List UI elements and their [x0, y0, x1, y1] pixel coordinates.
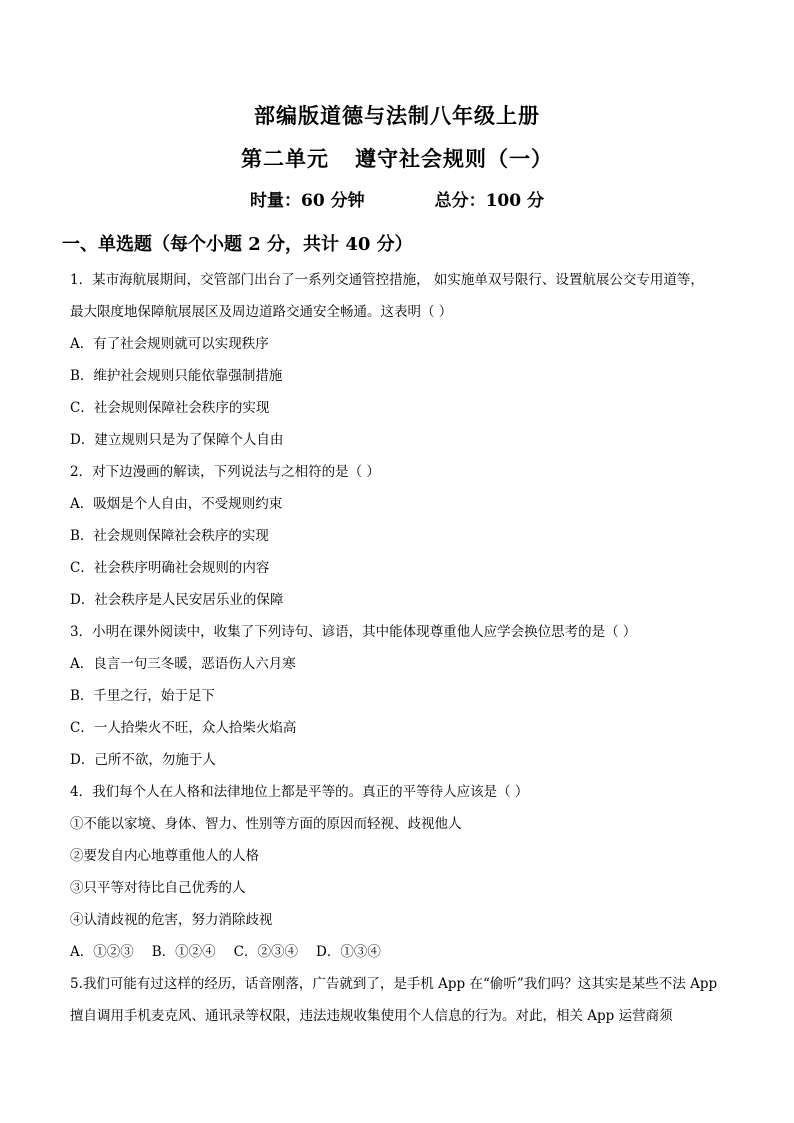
question-stem-line: 1．某市海航展期间，交管部门出台了一系列交通管控措施， 如实施单双号限行、设置航展公交专用道等， — [70, 272, 704, 288]
statement-1: ①不能以家境、身体、智力、性别等方面的原因而轻视、歧视他人 — [70, 816, 462, 832]
unit-title — [0, 143, 794, 173]
answer-option-a: A．①②③ — [70, 944, 134, 960]
question-stem-line: 3．小明在课外阅读中，收集了下列诗句、谚语，其中能体现尊重他人应学会换位思考的是（ ） — [70, 624, 637, 640]
unit-name: 遵守社会规则（一） — [355, 146, 553, 171]
exam-meta — [0, 186, 794, 211]
answer-option-c: C．②③④ — [233, 944, 299, 960]
answer-option-a: A．吸烟是个人自由，不受规则约束 — [70, 496, 283, 512]
statement-3: ③只平等对待比自己优秀的人 — [70, 880, 246, 896]
question-3 — [70, 620, 736, 780]
answer-option-a: A．有了社会规则就可以实现秩序 — [70, 336, 269, 352]
question-stem-line: 5.我们可能有过这样的经历，话音刚落，广告就到了，是手机 App 在“偷听”我们吗？这其实是某些不法 App — [70, 976, 718, 992]
answer-option-d: D．建立规则只是为了保障个人自由 — [70, 432, 284, 448]
question-5 — [70, 972, 736, 1036]
answer-options-inline — [70, 940, 736, 972]
answer-option-d: D．社会秩序是人民安居乐业的保障 — [70, 592, 284, 608]
answer-option-d: D．①③④ — [316, 944, 381, 960]
answer-option-b: B．千里之行，始于足下 — [70, 688, 215, 704]
unit-label: 第二单元 — [241, 146, 329, 171]
question-stem-line: 4．我们每个人在人格和法律地位上都是平等的。真正的平等待人应该是（ ） — [70, 784, 529, 800]
answer-option-d: D．己所不欲，勿施于人 — [70, 752, 216, 768]
answer-option-b: B．维护社会规则只能依靠强制措施 — [70, 368, 283, 384]
section-heading: 一、单选题（每个小题 2 分，共计 40 分） — [62, 234, 413, 255]
time-limit: 时量：60 分钟 — [250, 191, 365, 211]
answer-option-c: C．一人拾柴火不旺，众人拾柴火焰高 — [70, 720, 297, 736]
total-score: 总分：100 分 — [434, 191, 544, 211]
question-1 — [70, 268, 736, 460]
answer-option-a: A．良言一句三冬暖，恶语伤人六月寒 — [70, 656, 296, 672]
question-2 — [70, 460, 736, 620]
answer-option-b: B．①②④ — [151, 944, 216, 960]
answer-option-c: C．社会秩序明确社会规则的内容 — [70, 560, 270, 576]
question-list — [70, 268, 736, 1036]
statement-4: ④认清歧视的危害，努力消除歧视 — [70, 912, 273, 928]
document-title: 部编版道德与法制八年级上册 — [254, 103, 540, 128]
answer-option-c: C．社会规则保障社会秩序的实现 — [70, 400, 270, 416]
question-4 — [70, 780, 736, 972]
question-stem-line: 最大限度地保障航展展区及周边道路交通安全畅通。这表明（ ） — [70, 304, 453, 320]
statement-2: ②要发自内心地尊重他人的人格 — [70, 848, 259, 864]
question-stem-line: 擅自调用手机麦克风、通讯录等权限，违法违规收集使用个人信息的行为。对此，相关 App 运营商须 — [70, 1008, 673, 1024]
question-stem-line: 2．对下边漫画的解读，下列说法与之相符的是（ ） — [70, 464, 380, 480]
answer-option-b: B．社会规则保障社会秩序的实现 — [70, 528, 269, 544]
